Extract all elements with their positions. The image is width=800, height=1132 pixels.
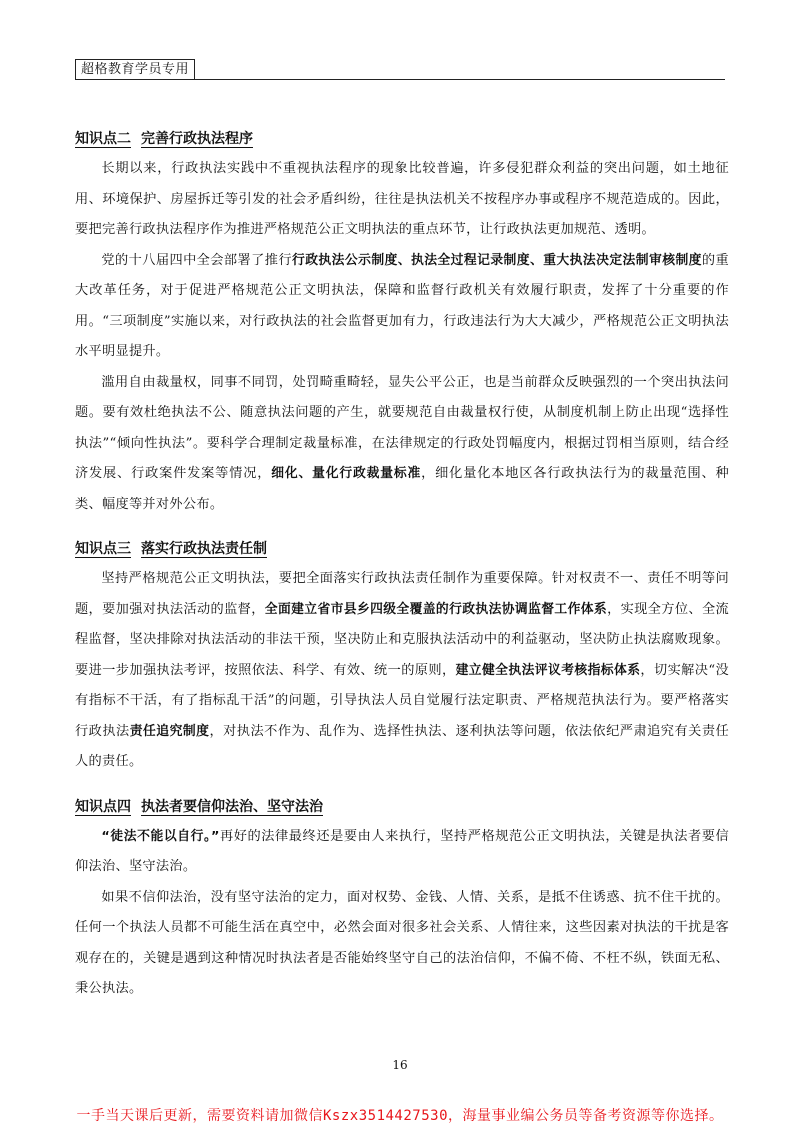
bold-text-run: 责任追究制度 (129, 723, 210, 739)
page-number: 16 (392, 1058, 408, 1072)
text-run: 坚持严格规范公正文明执法，要把全面落实行政执法责任制作为重要保障。针对权责不一、责任不明等问题，要加强对执法活动的监督， (75, 571, 729, 617)
section-heading: 执法者要信仰法治、坚守法治 (141, 798, 323, 815)
section-number: 知识点二 (75, 131, 131, 147)
paragraph (75, 368, 729, 521)
section-number: 知识点三 (75, 541, 131, 557)
section-heading: 完善行政执法程序 (141, 131, 253, 147)
section-heading: 落实行政执法责任制 (141, 541, 267, 557)
text-run: 党的十八届四中全会部署了推行 (101, 252, 292, 268)
bold-text-run: 建立健全执法评议考核指标体系 (455, 662, 641, 678)
section-title (75, 124, 729, 154)
section-title (75, 792, 729, 822)
section-title (75, 534, 729, 564)
header-rule (75, 79, 725, 80)
bold-text-run: “徒法不能以自行。” (101, 828, 220, 844)
bold-text-run: 细化、量化行政裁量标准 (271, 466, 422, 481)
text-run: ，实现全方位、全流程监督，坚决排除对执法活动的非法干预，坚决防止和克服执法活动中的利益驱动，坚决防止执法腐败现象。要进一步加强执法考评，按照依法、科学、有效、统一的原则， (75, 601, 729, 678)
paragraph (75, 154, 729, 246)
section-number: 知识点四 (75, 798, 131, 815)
text-run: 长期以来，行政执法实践中不重视执法程序的现象比较普遍，许多侵犯群众利益的突出问题，如土地征用、环境保护、房屋拆迁等引发的社会矛盾纠纷，往往是执法机关不按程序办事或程序不规范造成的。因此，要把完善行政执法程序作为推进严格规范公正文明执法的重点环节，让行政执法更加规范、透明。 (75, 161, 729, 237)
paragraph (75, 246, 729, 368)
document-body (75, 124, 729, 1005)
bold-text-run: 行政执法公示制度、执法全过程记录制度、重大执法决定法制审核制度 (291, 252, 702, 268)
bold-text-run: 全面建立省市县乡四级全覆盖的行政执法协调监督工作体系 (264, 601, 608, 617)
paragraph (75, 564, 729, 778)
text-run: ，切实解决“没有指标不干活，有了指标乱干活”的问题，引导执法人员自觉履行法定职责、严格规范执法行为。要严格落实行政执法 (75, 662, 729, 739)
text-run: 滥用自由裁量权，同事不同罚，处罚畸重畸轻，显失公平公正，也是当前群众反映强烈的一个突出执法问题。要有效杜绝执法不公、随意执法问题的产生，就要规范自由裁量权行使，从制度机制上防止出现“选择性执法”“倾向性执法”。要科学合理制定裁量标准，在法律规定的行政处罚幅度内，根据过罚相当原则，结合经济发展、行政案件发案等情况， (75, 374, 729, 481)
text-run: ，细化量化本地区各行政执法行为的裁量范围、种类、幅度等并对外公布。 (75, 466, 729, 512)
paragraph (75, 822, 729, 883)
text-run: 的重大改革任务，对于促进严格规范公正文明执法，保障和监督行政机关有效履行职责，发挥了十分重要的作用。“三项制度”实施以来，对行政执法的社会监督更加有力，行政违法行为大大减少，严格规范公正文明执法水平明显提升。 (75, 252, 729, 359)
text-run: 再好的法律最终还是要由人来执行，坚持严格规范公正文明执法，关键是执法者要信仰法治、坚守法治。 (75, 828, 729, 874)
header-label: 超格教育学员专用 (75, 59, 195, 80)
text-run: ，对执法不作为、乱作为、选择性执法、逐利执法等问题，依法依纪严肃追究有关责任人的责任。 (75, 723, 729, 769)
paragraph (75, 883, 729, 1005)
text-run: 如果不信仰法治，没有坚守法治的定力，面对权势、金钱、人情、关系，是抵不住诱惑、抗不住干扰的。任何一个执法人员都不可能生活在真空中，必然会面对很多社会关系、人情往来，这些因素对执法的干扰是客观存在的，关键是遇到这种情况时执法者是否能始终坚守自己的法治信仰，不偏不倚、不枉不纵，铁面无私、秉公执法。 (75, 889, 729, 996)
footer-note: 一手当天课后更新，需要资料请加微信Kszx3514427530，海量事业编公务员等备考资源等你选择。 (76, 1108, 724, 1124)
